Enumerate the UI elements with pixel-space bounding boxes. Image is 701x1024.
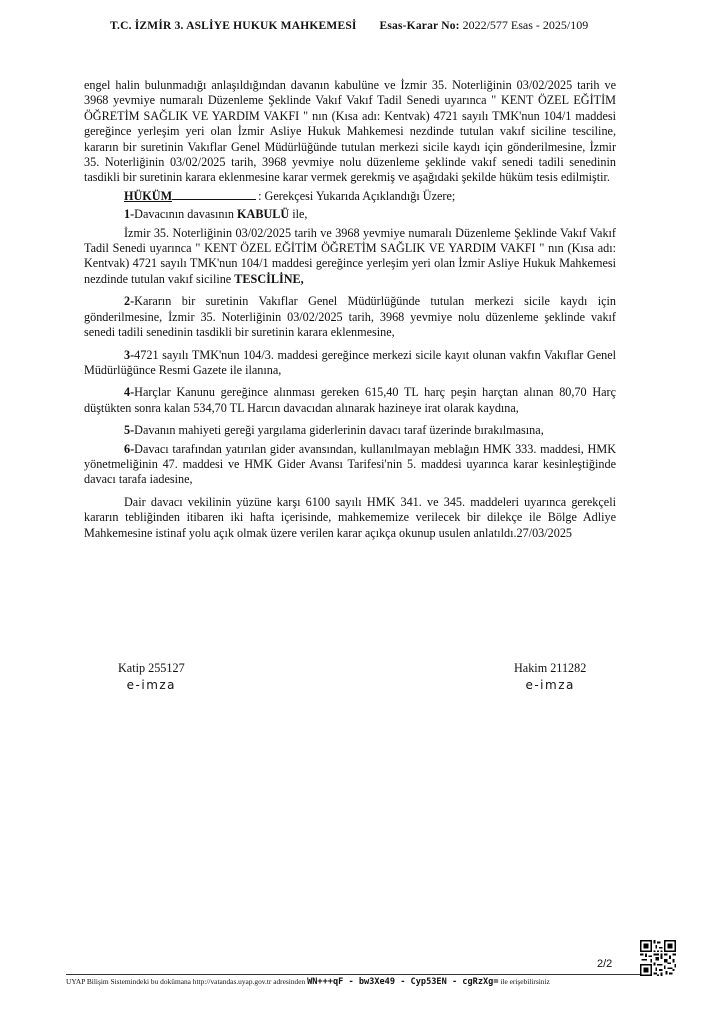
item-text: Davanın mahiyeti gereği yargılama giderlerinin davacı taraf üzerinde bırakılmasına, — [134, 423, 544, 438]
item-number: 6- — [124, 441, 135, 456]
clerk-esignature: e-imza — [126, 678, 177, 692]
verdict-underline — [172, 189, 256, 200]
footer-divider — [66, 974, 640, 975]
qr-code — [640, 940, 676, 976]
item-text: Kararın bir suretinin Vakıflar Genel Müdürlüğünde tutulan merkezi sicile kaydı için gönderilmesine, İzmir 35. Noterliğinin 03/02/2025 tarih, 3968 yevmiye nolu düzenleme şeklinde vakıf senedi tadili senedinin tasdikli bir suretinin karara eklenmesine, — [84, 294, 616, 340]
item-text: Davacı tarafından yatırılan gider avansından, kullanılmayan meblağın HMK 333. maddesi, HMK yönetmeliğinin 47. maddesi ve HMK Gider Avansı Tarifesi'nin 5. maddesi uyarınca karar kesinleştiğinde davacı tarafa iadesine, — [84, 441, 616, 487]
item-bold-text: TESCİLİNE, — [234, 271, 304, 286]
court-name: T.C. İZMİR 3. ASLİYE HUKUK MAHKEMESİ — [110, 20, 357, 32]
verdict-item-3 — [84, 348, 616, 379]
footer-prefix: UYAP Bilişim Sistemindeki bu dokümana http://vatandas.uyap.gov.tr adresinden — [66, 977, 306, 986]
page-number: 2/2 — [597, 958, 613, 970]
clerk-signature — [118, 660, 185, 694]
closing-paragraph: Dair davacı vekilinin yüzüne karşı 6100 sayılı HMK 341. ve 345. maddeleri uyarınca gerekçeli kararın tebliğinden itibaren iki hafta içerisinde, mahkememize verilecek bir dilekçe ile Bölge Adliye Mahkemesine istinaf yolu açık olmak üzere verilen karar açıkça okunup usulen anlatıldı.27/03/2025 — [84, 494, 616, 540]
intro-paragraph: engel halin bulunmadığı anlaşıldığından davanın kabulüne ve İzmir 35. Noterliğinin 03/02/2025 tarih ve 3968 yevmiye numaralı Düzenleme Şeklinde Vakıf Vakıf Tadil Senedi uyarınca " KENT ÖZEL EĞİTİM ÖĞRETİM SAĞLIK VE YARDIM VAKFI " nın (Kısa adı: Kentvak) 4721 sayılı TMK'nun 104/1 maddesi gereğince yerleşim yeri olan İzmir Asliye Hukuk Mahkemesi nezdinde tutulan vakıf siciline tesciline, kararın bir suretinin Vakıflar Genel Müdürlüğünde tutulan merkezi sicile kaydı için gönderilmesine, İzmir 35. Noterliğinin 03/02/2025 tarih, 3968 yevmiye nolu düzenleme şeklinde vakıf senedi tadili senedinin tasdikli bir suretinin karara eklenmesine karar vermek gerekmiş ve aşağıdaki şekilde hüküm tesis edilmiştir. — [84, 78, 616, 185]
item-number: 4- — [124, 385, 135, 400]
verdict-heading — [84, 189, 616, 204]
document-header — [110, 18, 630, 33]
case-number-value: 2022/577 Esas - 2025/109 — [462, 18, 589, 32]
clerk-title: Katip 255127 — [118, 661, 185, 675]
judge-esignature: e-imza — [525, 678, 575, 692]
item-text: ile, — [289, 207, 308, 222]
footer-suffix: ile erişebilirsiniz — [500, 977, 550, 986]
verdict-item-4 — [84, 385, 616, 416]
case-number-label: Esas-Karar No: — [379, 20, 460, 32]
item-text: Harçlar Kanunu gereğince alınması gereken 615,40 TL harç peşin harçtan alınan 80,70 Harç düştükten sonra kalan 534,70 TL Harcın davacıdan alınarak hazineye irat olarak kaydına, — [84, 385, 616, 415]
judge-title: Hakim 211282 — [514, 661, 587, 675]
verdict-title: HÜKÜM — [124, 188, 173, 203]
verdict-item-2 — [84, 294, 616, 340]
verification-code: WN+++qF - bw3Xe49 - Cyp53EN - cgRzXg= — [307, 977, 499, 987]
verdict-item-1 — [84, 207, 616, 222]
item-number: 1- — [124, 207, 135, 222]
item-text: 4721 sayılı TMK'nun 104/3. maddesi gereğince merkezi sicile kayıt olunan vakfın Vakıflar Genel Müdürlüğünce Resmi Gazete ile ilanına, — [84, 347, 616, 377]
verdict-item-5 — [84, 423, 616, 438]
item-number: 2- — [124, 294, 135, 309]
judge-signature — [514, 660, 586, 694]
verdict-item-6 — [84, 442, 616, 488]
item-text: İzmir 35. Noterliğinin 03/02/2025 tarih ve 3968 yevmiye numaralı Düzenleme Şeklinde Vakıf Vakıf Tadil Senedi uyarınca " KENT ÖZEL EĞİTİM ÖĞRETİM SAĞLIK VE YARDIM VAKFI " nın (Kısa adı: Kentvak) 4721 sayılı TMK'nun 104/1 maddesi gereğince yerleşim yeri olan İzmir Asliye Hukuk Mahkemesi nezdinde tutulan vakıf siciline — [84, 225, 616, 286]
item-number: 5- — [124, 423, 135, 438]
verdict-item-registration — [84, 226, 616, 288]
footer — [66, 977, 686, 987]
item-text: Davacının davasının — [134, 207, 238, 222]
document-body — [84, 78, 616, 541]
item-bold-text: KABULÜ — [237, 207, 290, 222]
verdict-subtitle: : Gerekçesi Yukarıda Açıklandığı Üzere; — [258, 188, 456, 203]
item-number: 3- — [124, 347, 135, 362]
